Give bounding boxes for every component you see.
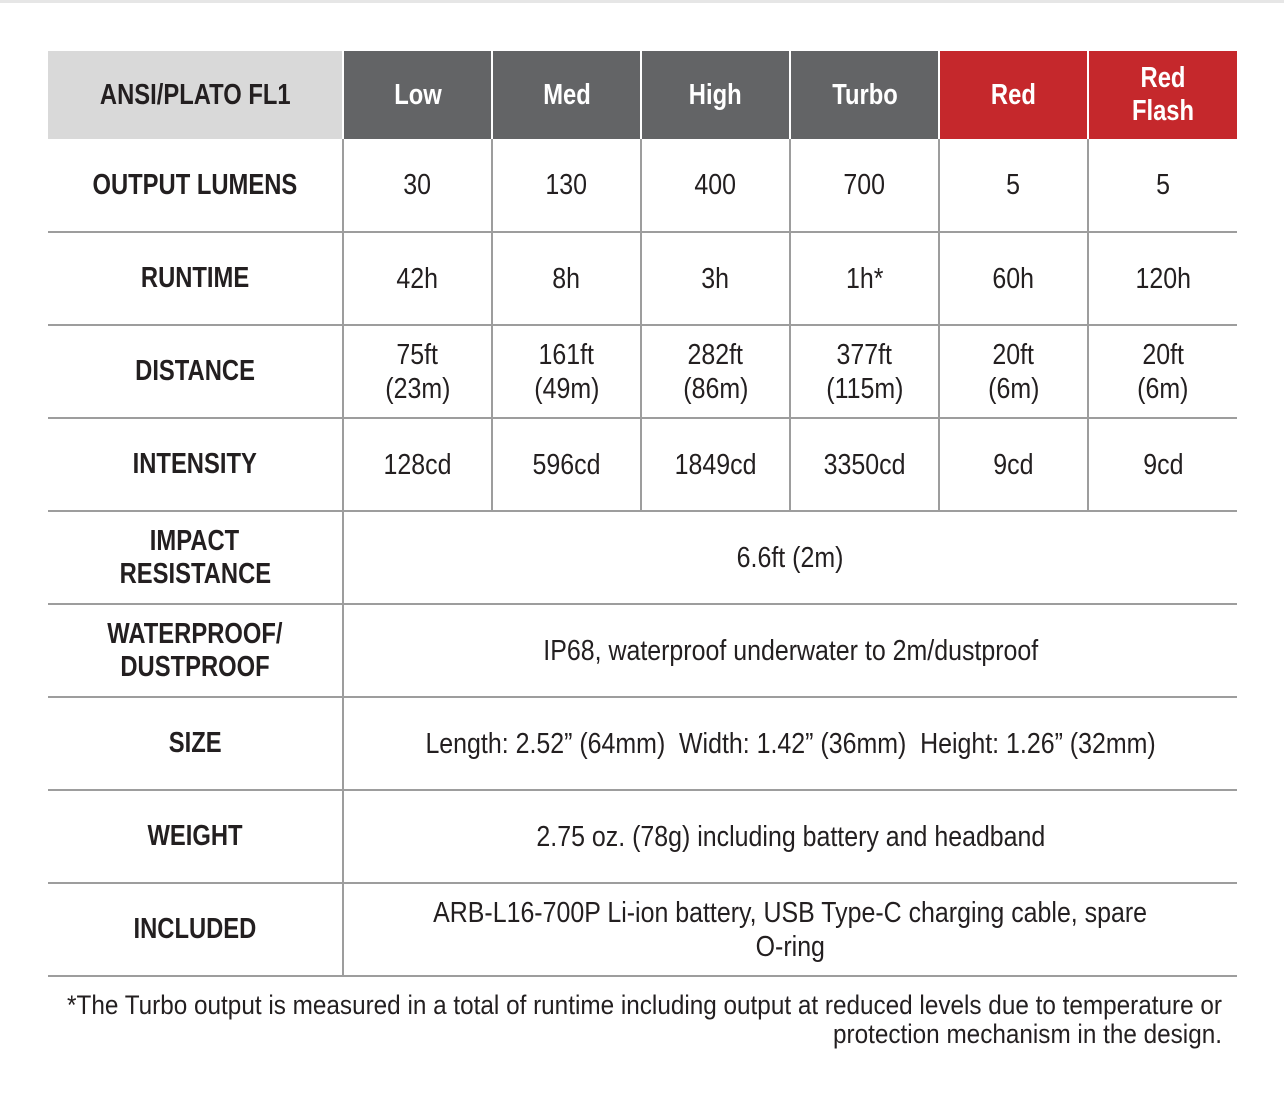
cell-value: 42h <box>343 232 492 325</box>
cell-value: 596cd <box>492 418 641 511</box>
cell-value: 3h <box>641 232 790 325</box>
cell-value <box>343 697 1237 790</box>
row-label: IMPACT RESISTANCE <box>48 511 343 604</box>
row-intensity <box>48 418 1237 511</box>
header-mode-med: Med <box>492 51 641 139</box>
cell-value: 9cd <box>1088 418 1237 511</box>
cell-value: ARB-L16-700P Li-ion battery, USB Type-C charging cable, spare O-ring <box>343 883 1237 976</box>
row-included <box>48 883 1237 976</box>
spec-table <box>48 51 1237 977</box>
header-mode-red: Red <box>939 51 1088 139</box>
cell-value: 5 <box>1088 139 1237 232</box>
cell-value: 1849cd <box>641 418 790 511</box>
row-label: WEIGHT <box>48 790 343 883</box>
cell-value: 282ft (86m) <box>641 325 790 418</box>
row-waterproof <box>48 604 1237 697</box>
cell-value: 2.75 oz. (78g) including battery and headband <box>343 790 1237 883</box>
cell-value: 30 <box>343 139 492 232</box>
cell-value: 8h <box>492 232 641 325</box>
cell-value: 20ft (6m) <box>1088 325 1237 418</box>
size-width: Width: 1.42” (36mm) <box>678 727 907 760</box>
footnote-line-1: *The Turbo output is measured in a total of runtime including output at reduced levels due to temperature or <box>67 990 1223 1020</box>
footnote-line-2: protection mechanism in the design. <box>832 1019 1222 1049</box>
row-distance <box>48 325 1237 418</box>
row-label: RUNTIME <box>48 232 343 325</box>
header-row <box>48 51 1237 139</box>
row-impact-resistance <box>48 511 1237 604</box>
cell-value: 120h <box>1088 232 1237 325</box>
row-size <box>48 697 1237 790</box>
cell-value: 9cd <box>939 418 1088 511</box>
row-weight <box>48 790 1237 883</box>
header-mode-turbo: Turbo <box>790 51 939 139</box>
cell-value: 60h <box>939 232 1088 325</box>
header-mode-low: Low <box>343 51 492 139</box>
cell-value: 1h* <box>790 232 939 325</box>
top-divider <box>0 0 1284 3</box>
cell-value: 6.6ft (2m) <box>343 511 1237 604</box>
row-label: OUTPUT LUMENS <box>48 139 343 232</box>
cell-value: IP68, waterproof underwater to 2m/dustproof <box>343 604 1237 697</box>
header-mode-high: High <box>641 51 790 139</box>
row-label: INTENSITY <box>48 418 343 511</box>
cell-value: 400 <box>641 139 790 232</box>
row-label: WATERPROOF/ DUSTPROOF <box>48 604 343 697</box>
row-output-lumens <box>48 139 1237 232</box>
row-label: DISTANCE <box>48 325 343 418</box>
row-runtime <box>48 232 1237 325</box>
cell-value: 75ft (23m) <box>343 325 492 418</box>
cell-value: 700 <box>790 139 939 232</box>
cell-value: 5 <box>939 139 1088 232</box>
cell-value: 20ft (6m) <box>939 325 1088 418</box>
row-label: INCLUDED <box>48 883 343 976</box>
size-height: Height: 1.26” (32mm) <box>919 727 1156 760</box>
cell-value: 128cd <box>343 418 492 511</box>
footnote <box>48 991 1222 1049</box>
cell-value: 161ft (49m) <box>492 325 641 418</box>
cell-value: 377ft (115m) <box>790 325 939 418</box>
cell-value: 3350cd <box>790 418 939 511</box>
header-mode-red-flash: Red Flash <box>1088 51 1237 139</box>
row-label: SIZE <box>48 697 343 790</box>
header-standard-label: ANSI/PLATO FL1 <box>48 51 343 139</box>
cell-value: 130 <box>492 139 641 232</box>
size-length: Length: 2.52” (64mm) <box>425 727 666 760</box>
